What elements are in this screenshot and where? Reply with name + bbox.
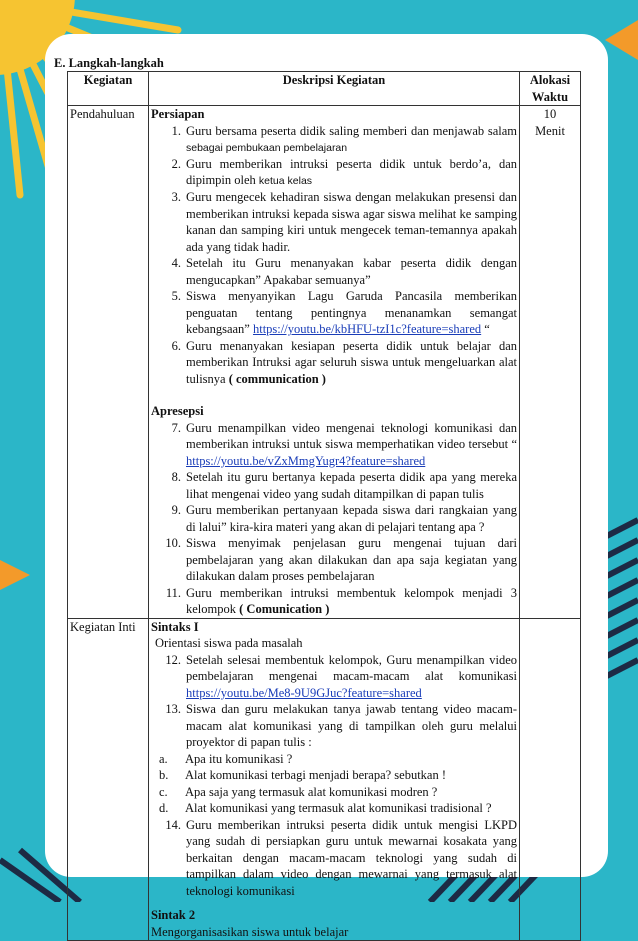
pendahuluan-description xyxy=(149,106,520,619)
list-item: 9. Guru memberikan pertanyaan kepada siswa dari rangkaian yang di lalui” kira-kira materi yang akan di pelajari tentang apa ? xyxy=(171,503,517,534)
list-item: 3. Guru mengecek kehadiran siswa dengan melakukan presensi dan memberikan intruksi kepada siswa agar siswa melihat ke samping kanan dan samping kiri untuk mengecek teman-temannya apakah ada yang tidak hadir. xyxy=(171,190,517,254)
activity-table xyxy=(67,71,581,941)
list-item: 1. Guru bersama peserta didik saling memberi dan menjawab salam sebagai pembukaan pembelajaran xyxy=(171,123,517,154)
list-item: 4. Setelah itu Guru menanyakan kabar peserta didik dengan mengucapkan” Apakabar semuanya” xyxy=(171,256,517,287)
section-title: E. Langkah-langkah xyxy=(54,56,164,70)
table-header-row xyxy=(68,72,581,106)
question-item: c. Apa saja yang termasuk alat komunikasi modren ? xyxy=(159,784,438,799)
pendahuluan-label: Pendahuluan xyxy=(68,106,149,619)
header-alokasi: Alokasi Waktu xyxy=(520,72,581,106)
header-deskripsi: Deskripsi Kegiatan xyxy=(149,72,520,106)
sintaks1-title: Sintaks I xyxy=(151,619,199,634)
list-item: 8. Setelah itu guru bertanya kepada peserta didik apa yang mereka lihat mengenai video yang sudah ditampilkan di papan tulis xyxy=(171,470,517,501)
youtube-link-garuda[interactable]: https://youtu.be/kbHFU-tzI1c?feature=shared xyxy=(252,322,482,337)
question-item: b. Alat komunikasi terbagi menjadi berapa? sebutkan ! xyxy=(159,768,447,783)
question-item: a. Apa itu komunikasi ? xyxy=(159,751,293,766)
list-item: 2. Guru memberikan intruksi peserta didik untuk berdo’a, dan dipimpin oleh ketua kelas xyxy=(171,156,517,188)
list-item: 5. Siswa menyanyikan Lagu Garuda Pancasila memberikan penguatan tentang pentingnya menanamkan semangat kebangsaan” https://youtu.be/kbHFU-tzI1c?feature=shared “ xyxy=(171,289,517,337)
inti-description xyxy=(149,618,520,941)
list-item: 13. Siswa dan guru melakukan tanya jawab tentang video macam-macam alat komunikasi yang di tampilkan oleh guru melalui proyektor di papan tulis : xyxy=(165,702,517,750)
question-item: d. Alat komunikasi yang termasuk alat komunikasi tradisional ? xyxy=(159,801,492,816)
table-row-pendahuluan xyxy=(68,106,581,619)
apresepsi-title: Apresepsi xyxy=(151,404,204,419)
pendahuluan-time: 10 Menit xyxy=(520,106,581,619)
list-item: 11. Guru memberikan intruksi membentuk kelompok menjadi 3 kelompok ( Comunication ) xyxy=(165,585,517,617)
youtube-link-alat-komunikasi[interactable]: https://youtu.be/Me8-9U9GJuc?feature=shared xyxy=(186,685,422,700)
sintaks1-subtitle: Orientasi siswa pada masalah xyxy=(155,636,303,651)
list-item: 10. Siswa menyimak penjelasan guru mengenai tujuan dari pembelajaran yang akan dilakukan dan apa saja kegiatan yang dilakukan dalam proses pembelajaran xyxy=(165,536,517,584)
list-item: 14. Guru memberikan intruksi peserta didik untuk mengisi LKPD yang sudah di persiapkan guru untuk mewarnai kosakata yang berkaitan dengan macam-macam teknologi yang sudah di tampilkan dalam video dengan mewarnai yang termasuk alat teknologi komunikasi xyxy=(165,817,517,898)
header-kegiatan: Kegiatan xyxy=(68,72,149,106)
list-item: 12. Setelah selesai membentuk kelompok, Guru menampilkan video pembelajaran mengenai macam-macam alat komunikasi https://youtu.be/Me8-9U9GJuc?feature=shared xyxy=(165,652,517,700)
inti-time xyxy=(520,618,581,941)
youtube-link-teknologi[interactable]: https://youtu.be/vZxMmgYugr4?feature=shared xyxy=(186,453,426,468)
inti-label: Kegiatan Inti xyxy=(68,618,149,941)
table-row-inti xyxy=(68,618,581,941)
list-item: 6. Guru menanyakan kesiapan peserta didik untuk belajar dan memberikan Intruksi agar seluruh siswa untuk mengeluarkan alat tulisnya ( communication ) xyxy=(171,338,517,386)
sintaks2-subtitle: Mengorganisasikan siswa untuk belajar xyxy=(151,924,349,939)
persiapan-title: Persiapan xyxy=(151,107,205,121)
sintaks2-title: Sintak 2 xyxy=(151,908,196,923)
list-item: 7. Guru menampilkan video mengenai teknologi komunikasi dan memberikan intruksi untuk siswa memperhatikan video tersebut “ https://youtu.be/vZxMmgYugr4?feature=shared xyxy=(171,420,517,468)
